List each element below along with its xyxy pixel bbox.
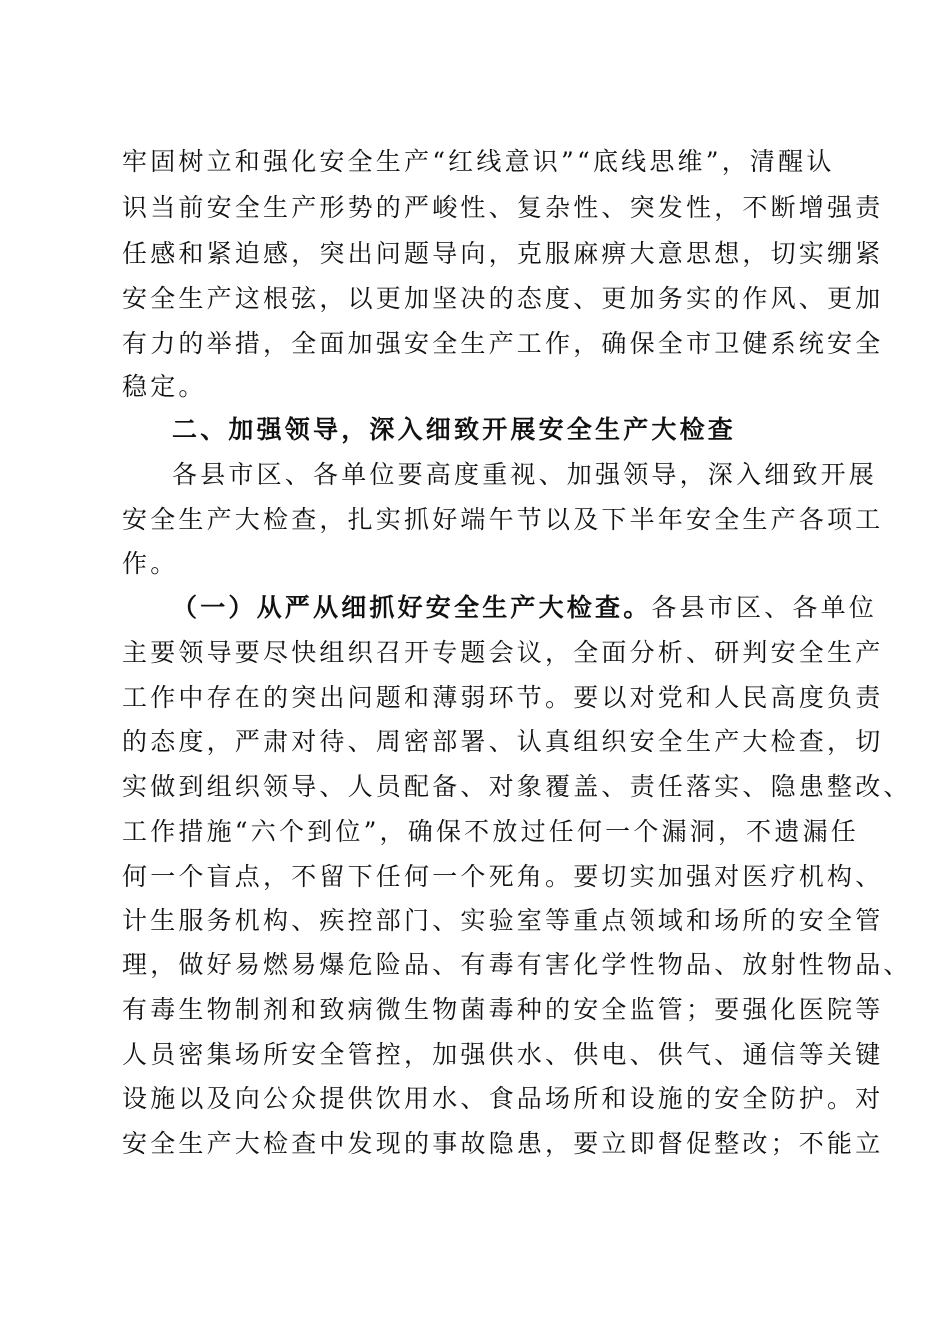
paragraph-line: 何一个盲点，不留下任何一个死角。要切实加强对医疗机构、 — [122, 862, 884, 891]
paragraph-line: 各县市区、各单位要高度重视、加强领导，深入细致开展 — [172, 460, 878, 489]
section-heading: 二、加强领导，深入细致开展安全生产大检查 — [172, 415, 737, 444]
paragraph-text: 各县市区、各单位 — [651, 593, 878, 622]
paragraph-line: 人员密集场所安全管控，加强供水、供电、供气、通信等关键 — [122, 1040, 884, 1069]
paragraph-line: 稳定。 — [122, 372, 207, 401]
paragraph-line: 作。 — [122, 549, 179, 578]
paragraph-line: 工作措施“六个到位”，确保不放过任何一个漏洞，不遗漏任 — [122, 817, 859, 846]
paragraph-line: 主要领导要尽快组织召开专题会议，全面分析、研判安全生产 — [122, 638, 884, 667]
paragraph-line: 识当前安全生产形势的严峻性、复杂性、突发性，不断增强责 — [122, 193, 884, 222]
paragraph-line: 安全生产这根弦，以更加坚决的态度、更加务实的作风、更加 — [122, 284, 884, 313]
paragraph-line: 安全生产大检查中发现的事故隐患，要立即督促整改；不能立 — [122, 1129, 884, 1158]
paragraph-line: 理，做好易燃易爆危险品、有毒有害化学性物品、放射性物品、 — [122, 950, 912, 979]
paragraph-line: 有毒生物制剂和致病微生物菌毒种的安全监管；要强化医院等 — [122, 995, 884, 1024]
paragraph-line: 实做到组织领导、人员配备、对象覆盖、责任落实、隐患整改、 — [122, 772, 912, 801]
paragraph-line: 的态度，严肃对待、周密部署、认真组织安全生产大检查，切 — [122, 727, 884, 756]
paragraph-line: 牢固树立和强化安全生产“红线意识”“底线思维”，清醒认 — [122, 147, 835, 176]
paragraph-line: 有力的举措，全面加强安全生产工作，确保全市卫健系统安全 — [122, 329, 884, 358]
subsection-heading: （一）从严从细抓好安全生产大检查。 — [172, 593, 652, 622]
paragraph-line: 计生服务机构、疾控部门、实验室等重点领域和场所的安全管 — [122, 906, 884, 935]
paragraph-line: 工作中存在的突出问题和薄弱环节。要以对党和人民高度负责 — [122, 683, 884, 712]
paragraph-line: 设施以及向公众提供饮用水、食品场所和设施的安全防护。对 — [122, 1084, 884, 1113]
paragraph-line: 任感和紧迫感，突出问题导向，克服麻痹大意思想，切实绷紧 — [122, 239, 884, 268]
paragraph-line — [172, 593, 877, 623]
paragraph-line: 安全生产大检查，扎实抓好端午节以及下半年安全生产各项工 — [122, 505, 884, 534]
